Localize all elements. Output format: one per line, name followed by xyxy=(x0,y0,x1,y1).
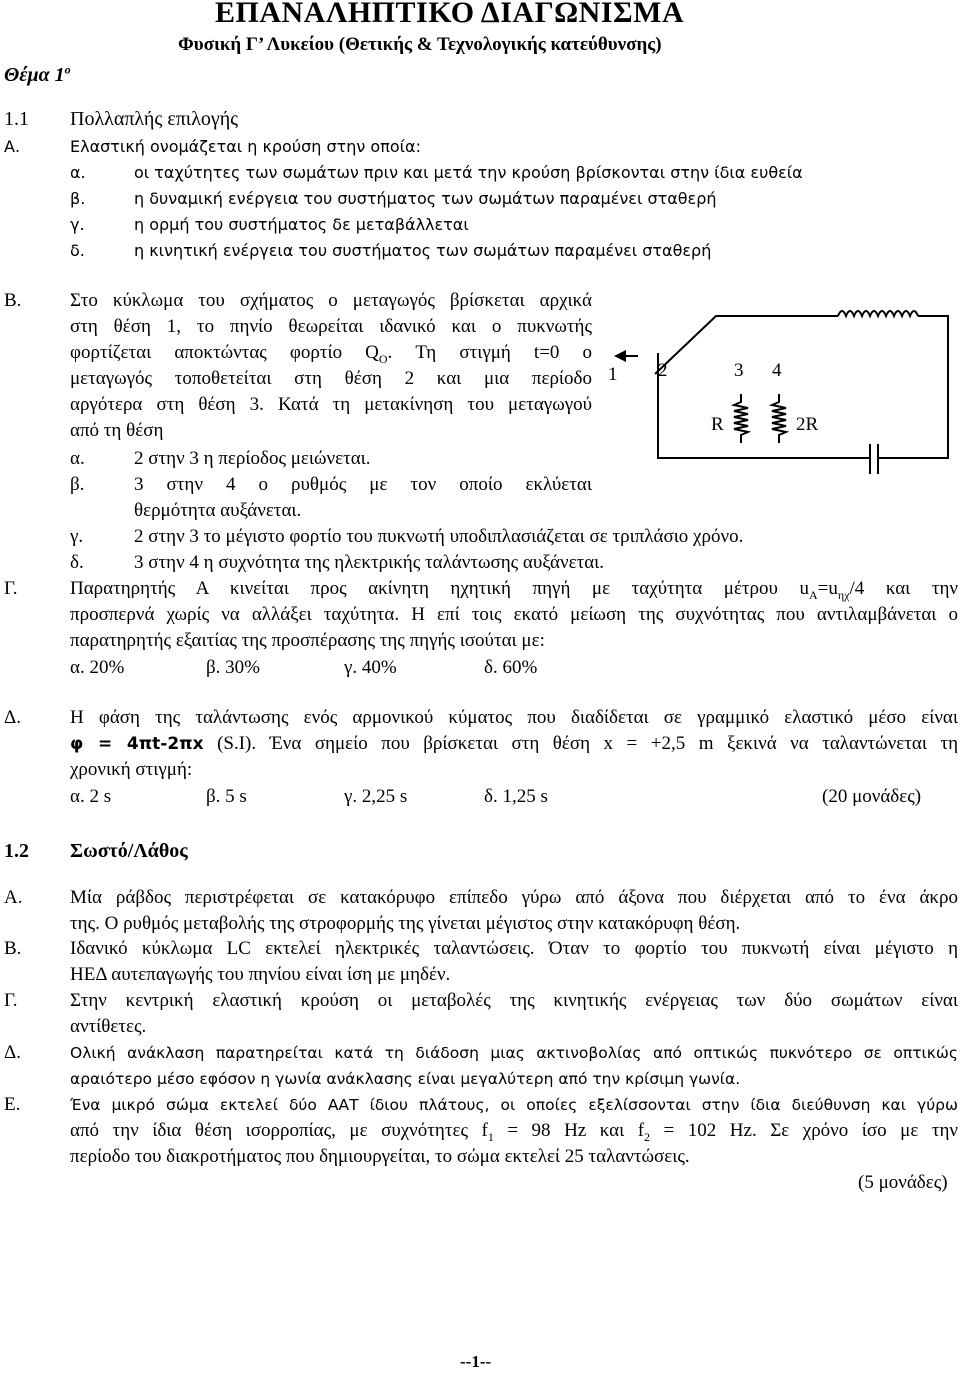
statement-line: Ολική ανάκλαση παρατηρείται κατά τη διάδοση μιας ακτινοβολίας από οπτικώς πυκνότερο σε οπτικώς xyxy=(70,1044,958,1062)
question-b-text: φορτίζεται αποκτώντας φορτίο Q xyxy=(70,342,379,363)
question-d-line xyxy=(70,731,958,757)
answer-choice: δ. 60% xyxy=(484,657,538,678)
section-number: 1.1 xyxy=(4,108,29,130)
question-d-text: (S.I). Ένα σημείο που βρίσκεται στη θέση x = +2,5 m ξεκινά να ταλαντώνεται τη xyxy=(217,733,959,754)
resistor-r-label: R xyxy=(711,414,724,435)
resistor-2r xyxy=(772,394,786,443)
statement-text: = 102 Hz. Σε χρόνο ίσο με την xyxy=(650,1120,958,1141)
marks: (5 μονάδες) xyxy=(858,1172,948,1193)
answer-choice: γ. 40% xyxy=(344,657,397,678)
question-b-line: από τη θέση xyxy=(70,420,164,441)
answer-choice: β. 30% xyxy=(206,657,260,678)
statement-label: Ε. xyxy=(4,1094,21,1115)
circuit-diagram xyxy=(598,298,958,498)
switch-position-2: 2 xyxy=(658,360,668,381)
question-c-text: /4 και την xyxy=(849,578,958,599)
question-c-label: Γ. xyxy=(4,578,18,599)
question-c-line: παρατηρητής εξαιτίας της προσπέρασης της πηγής ισούται με: xyxy=(70,630,545,651)
document-subtitle: Φυσική Γ’ Λυκείου (Θετικής & Τεχνολογικής κατεύθυνσης) xyxy=(178,34,662,55)
switch-position-3: 3 xyxy=(734,360,744,381)
question-c-text: Παρατηρητής Α κινείται προς ακίνητη ηχητική πηγή με ταχύτητα μέτρου u xyxy=(70,578,809,599)
topic-heading-sup: ο xyxy=(64,62,71,77)
section-title: Σωστό/Λάθος xyxy=(70,840,188,862)
question-b-line: Στο κύκλωμα του σχήματος ο μεταγωγός βρίσκεται αρχικά xyxy=(70,290,592,311)
answer-choice: γ. 2,25 s xyxy=(344,786,408,807)
question-b-label: Β. xyxy=(4,290,22,311)
resistor-2r-label: 2R xyxy=(796,414,819,435)
topic-heading xyxy=(4,62,71,88)
question-b-line: στη θέση 1, το πηνίο θεωρείται ιδανικό και ο πυκνωτής xyxy=(70,316,592,337)
question-b-line xyxy=(70,340,592,366)
answer-choice: α. 2 s xyxy=(70,786,112,807)
option-text: 3 στην 4 ο ρυθμός με τον οποίο εκλύεται xyxy=(134,474,592,495)
option-text: 2 στην 3 η περίοδος μειώνεται. xyxy=(134,448,371,469)
statement-line xyxy=(70,1118,958,1144)
option-text: η κινητική ενέργεια του συστήματος των σωμάτων παραμένει σταθερή xyxy=(134,241,712,260)
subscript: 2 xyxy=(644,1129,651,1144)
option-label: α. xyxy=(70,448,85,469)
switch-position-1: 1 xyxy=(608,364,618,385)
option-label: α. xyxy=(70,163,86,182)
question-b-text: . Τη στιγμή t=0 ο xyxy=(387,342,592,363)
statement-line: αραιότερο μέσο εφόσον η γωνία ανάκλασης είναι μεγαλύτερη από την κρίσιμη γωνία. xyxy=(70,1070,741,1088)
statement-label: Α. xyxy=(4,887,23,908)
option-text: η δυναμική ενέργεια του συστήματος των σωμάτων παραμένει σταθερή xyxy=(134,189,717,208)
subscript: 1 xyxy=(487,1129,494,1144)
statement-label: Γ. xyxy=(4,990,18,1011)
statement-line: Ένα μικρό σώμα εκτελεί δύο ΑΑΤ ίδιου πλάτους, οι οποίες εξελίσσονται στην ίδια διεύθυνση και γύρω xyxy=(70,1096,958,1114)
question-b-line: αργότερα στη θέση 3. Κατά τη μετακίνηση του μεταγωγού xyxy=(70,394,592,415)
circuit-wire xyxy=(655,316,838,374)
statement-text: = 98 Hz και f xyxy=(493,1120,645,1141)
statement-label: Δ. xyxy=(4,1042,21,1063)
answer-choice: β. 5 s xyxy=(206,786,247,807)
statement-line: της. Ο ρυθμός μεταβολής της στροφορμής της γίνεται μέγιστος στην κατακόρυφη θέση. xyxy=(70,913,741,934)
statement-line: Μία ράβδος περιστρέφεται σε κατακόρυφο επίπεδο γύρω από άξονα που διέρχεται από το ένα άκρο xyxy=(70,887,958,908)
section-number: 1.2 xyxy=(4,840,29,862)
statement-line: Ιδανικό κύκλωμα LC εκτελεί ηλεκτρικές ταλαντώσεις. Όταν το φορτίο του πυκνωτή είναι μέγιστο η xyxy=(70,938,958,959)
answer-choice: δ. 1,25 s xyxy=(484,786,548,807)
statement-text: από την ίδια θέση ισορροπίας, με συχνότητες f xyxy=(70,1120,488,1141)
circuit-wire xyxy=(878,316,948,458)
question-d-label: Δ. xyxy=(4,707,21,728)
marks: (20 μονάδες) xyxy=(822,786,922,807)
section-title: Πολλαπλής επιλογής xyxy=(70,108,239,130)
question-a-stem: Ελαστική ονομάζεται η κρούση στην οποία: xyxy=(70,137,421,156)
statement-line: αντίθετες. xyxy=(70,1016,147,1037)
question-b-line: μεταγωγός τοποθετείται στη θέση 2 και μια περίοδο xyxy=(70,368,592,389)
statement-line: περίοδο του διακροτήματος που δημιουργείται, το σώμα εκτελεί 25 ταλαντώσεις. xyxy=(70,1146,690,1167)
statement-line: Στην κεντρική ελαστική κρούση οι μεταβολές της κινητικής ενέργειας των δύο σωμάτων είναι xyxy=(70,990,958,1011)
topic-heading-text: Θέμα 1 xyxy=(4,64,65,86)
option-text: 2 στην 3 το μέγιστο φορτίο του πυκνωτή υποδιπλασιάζεται σε τριπλάσιο χρόνο. xyxy=(134,526,744,547)
switch-position-4: 4 xyxy=(772,360,782,381)
document-title: ΕΠΑΝΑΛΗΠΤΙΚΟ ΔΙΑΓΩΝΙΣΜΑ xyxy=(215,0,685,29)
question-d-line: χρονική στιγμή: xyxy=(70,759,193,780)
switch-arrow-head xyxy=(614,350,626,362)
question-c-line xyxy=(70,576,958,602)
option-label: δ. xyxy=(70,552,84,573)
option-text-cont: θερμότητα αυξάνεται. xyxy=(134,500,302,521)
answer-choice: α. 20% xyxy=(70,657,125,678)
option-text: οι ταχύτητες των σωμάτων πριν και μετά την κρούση βρίσκονται στην ίδια ευθεία xyxy=(134,163,803,182)
option-label: δ. xyxy=(70,241,85,260)
question-d-line: Η φάση της ταλάντωσης ενός αρμονικού κύματος που διαδίδεται σε γραμμικό ελαστικό μέσο είναι xyxy=(70,707,958,728)
circuit-wire xyxy=(658,353,870,458)
resistor-r xyxy=(734,394,748,443)
phase-formula: φ = 4πt-2πx xyxy=(70,734,204,754)
statement-line: ΗΕΔ αυτεπαγωγής του πηνίου είναι ίση με μηδέν. xyxy=(70,964,451,985)
question-c-line: προσπερνά χωρίς να αλλάξει ταχύτητα. Η επί τοις εκατό μείωση της συχνότητας που αντιλαμβάνεται ο xyxy=(70,604,958,625)
page-number: --1-- xyxy=(460,1352,492,1371)
inductor-coil xyxy=(838,311,918,316)
option-label: β. xyxy=(70,474,85,495)
option-text: 3 στην 4 η συχνότητα της ηλεκτρικής ταλάντωσης αυξάνεται. xyxy=(134,552,605,573)
option-label: γ. xyxy=(70,215,85,234)
subscript: A xyxy=(809,587,818,602)
question-c-text: =u xyxy=(817,578,838,599)
option-label: β. xyxy=(70,189,86,208)
subscript: O xyxy=(378,351,388,366)
statement-label: Β. xyxy=(4,938,22,959)
question-a-label: Α. xyxy=(4,137,21,156)
option-label: γ. xyxy=(70,526,84,547)
subscript: ηχ xyxy=(837,587,850,602)
option-text: η ορμή του συστήματος δε μεταβάλλεται xyxy=(134,215,469,234)
